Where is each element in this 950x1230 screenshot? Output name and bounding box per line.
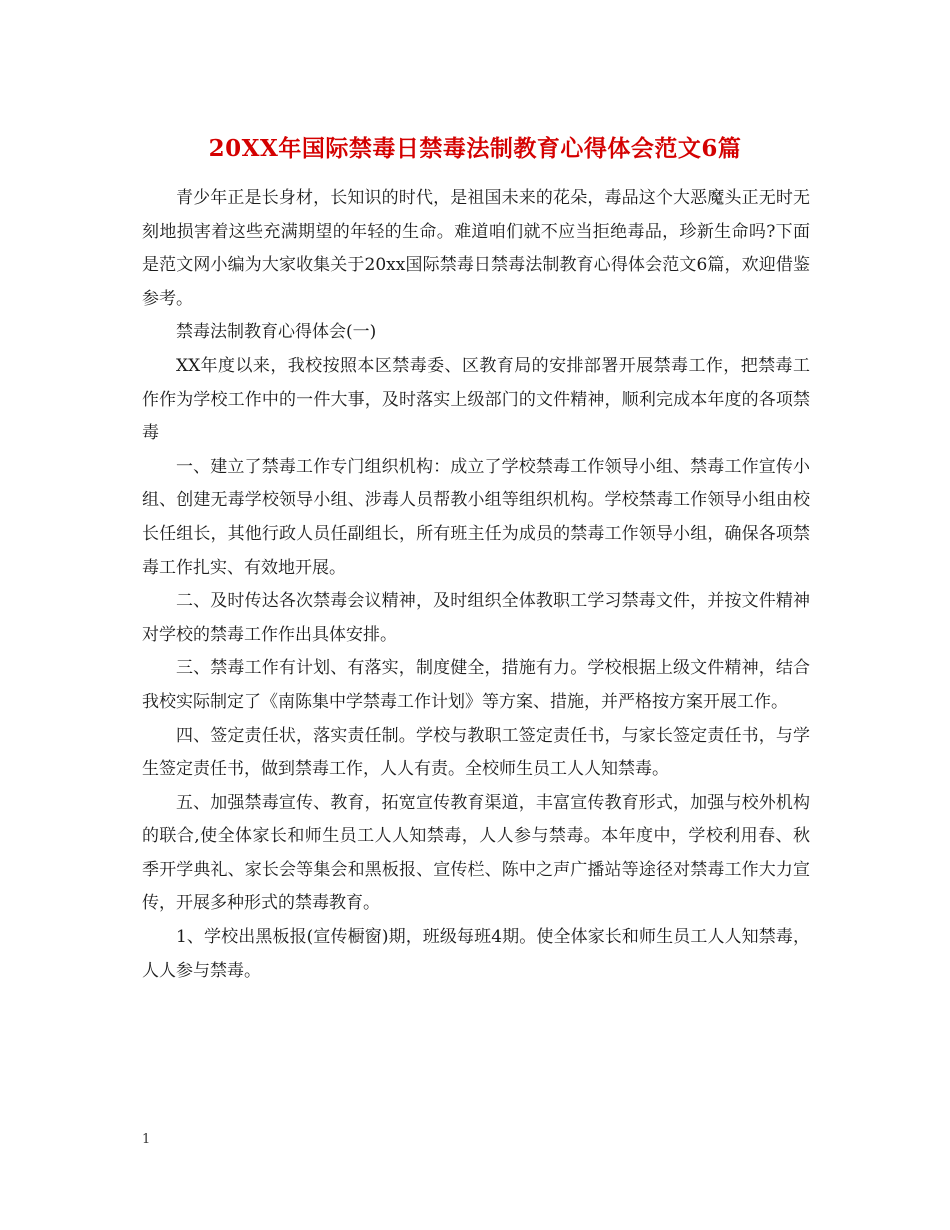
paragraph: XX年度以来，我校按照本区禁毒委、区教育局的安排部署开展禁毒工作，把禁毒工作作为学校工作中的一件大事，及时落实上级部门的文件精神，顺利完成本年度的各项禁毒 xyxy=(142,355,810,444)
paragraph: 三、禁毒工作有计划、有落实，制度健全，措施有力。学校根据上级文件精神，结合我校实际制定了《南陈集中学禁毒工作计划》等方案、措施，并严格按方案开展工作。 xyxy=(142,658,810,712)
page-number: 1 xyxy=(142,1132,151,1147)
paragraph: 二、及时传达各次禁毒会议精神，及时组织全体教职工学习禁毒文件，并按文件精神对学校的禁毒工作作出具体安排。 xyxy=(142,591,810,645)
paragraph: 四、签定责任状，落实责任制。学校与教职工签定责任书，与家长签定责任书，与学生签定责任书，做到禁毒工作，人人有责。全校师生员工人人知禁毒。 xyxy=(142,725,810,780)
document-body xyxy=(142,182,810,988)
document-title: 20XX年国际禁毒日禁毒法制教育心得体会范文6篇 xyxy=(208,135,742,162)
paragraph: 1、学校出黑板报(宣传橱窗)期，班级每班4期。使全体家长和师生员工人人知禁毒，人人参与禁毒。 xyxy=(142,927,810,981)
section-heading: 禁毒法制教育心得体会(一) xyxy=(176,322,377,343)
paragraph: 一、建立了禁毒工作专门组织机构：成立了学校禁毒工作领导小组、禁毒工作宣传小组、创建无毒学校领导小组、涉毒人员帮教小组等组织机构。学校禁毒工作领导小组由校长任组长，其他行政人员任副组长，所有班主任为成员的禁毒工作领导小组，确保各项禁毒工作扎实、有效地开展。 xyxy=(142,456,810,578)
paragraph: 五、加强禁毒宣传、教育，拓宽宣传教育渠道，丰富宣传教育形式，加强与校外机构的联合,使全体家长和师生员工人人知禁毒，人人参与禁毒。本年度中，学校利用春、秋季开学典礼、家长会等集会和黑板报、宣传栏、陈中之声广播站等途径对禁毒工作大力宣传，开展多种形式的禁毒教育。 xyxy=(142,792,810,914)
paragraph-intro: 青少年正是长身材，长知识的时代，是祖国未来的花朵，毒品这个大恶魔头正无时无刻地损害着这些充满期望的年轻的生命。难道咱们就不应当拒绝毒品，珍新生命吗?下面是范文网小编为大家收集关于20xx国际禁毒日禁毒法制教育心得体会范文6篇，欢迎借鉴参考。 xyxy=(142,188,810,309)
